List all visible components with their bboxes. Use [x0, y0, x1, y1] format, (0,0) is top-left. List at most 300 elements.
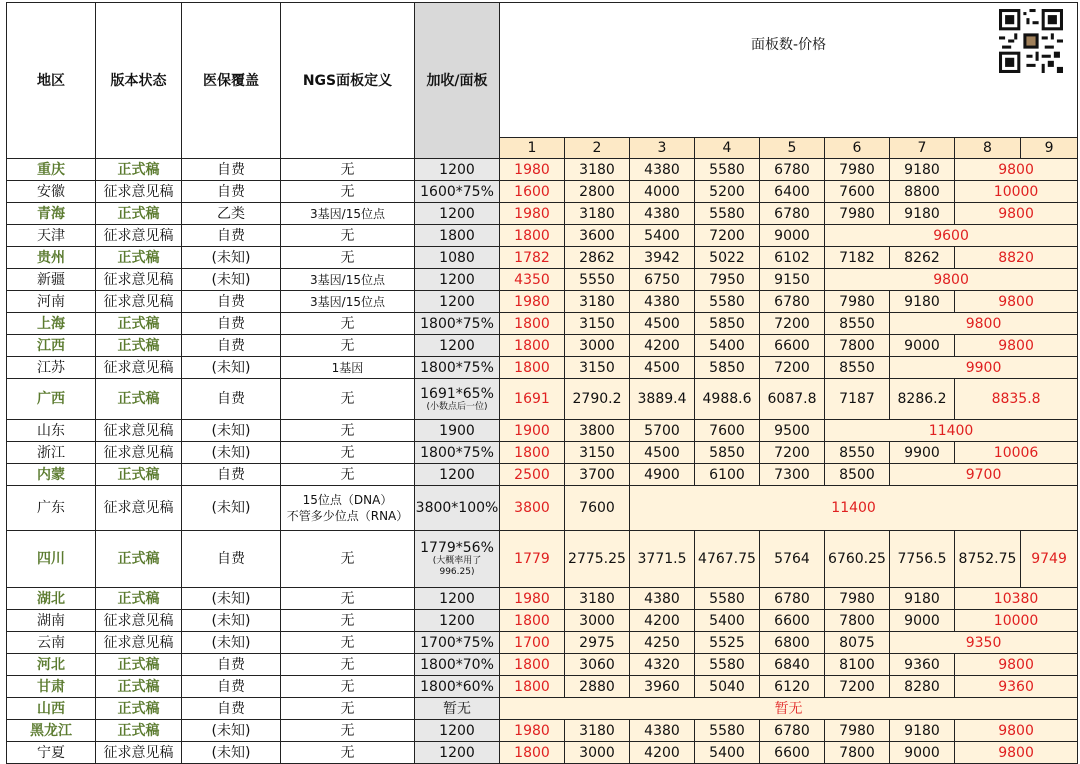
- price-cell: 2880: [565, 676, 630, 698]
- price-cell: 8800: [890, 181, 955, 203]
- price-cell: 5850: [695, 313, 760, 335]
- region-cell: 云南: [7, 632, 96, 654]
- ngs-cell: 无: [281, 654, 415, 676]
- addon-cell: [415, 698, 500, 720]
- price-tail-cell: 9350: [890, 632, 1078, 654]
- ngs-line: 15位点（DNA）: [302, 493, 393, 507]
- price-tail-cell: 11400: [630, 486, 1078, 531]
- region-cell: 青海: [7, 203, 96, 225]
- price-cell: 8286.2: [890, 379, 955, 420]
- header-addon: 加收/面板: [415, 3, 500, 159]
- addon-value: 1600*75%: [420, 183, 494, 200]
- header-status: 版本状态: [96, 3, 182, 159]
- addon-cell: [415, 632, 500, 654]
- price-cell: 1800: [500, 676, 565, 698]
- ngs-cell: 无: [281, 742, 415, 764]
- price-cell: 5580: [695, 588, 760, 610]
- table-row: [7, 420, 1078, 442]
- insurance-cell: 自费: [182, 313, 281, 335]
- table-row: [7, 335, 1078, 357]
- header-insurance: 医保覆盖: [182, 3, 281, 159]
- region-cell: 重庆: [7, 159, 96, 181]
- price-cell: 2862: [565, 247, 630, 269]
- price-cell: 7800: [825, 610, 890, 632]
- panel-price-table: [6, 2, 1078, 764]
- price-cell: 6780: [760, 159, 825, 181]
- addon-value: 1700*75%: [420, 634, 494, 651]
- price-cell: 2500: [500, 464, 565, 486]
- price-cell: 7300: [760, 464, 825, 486]
- price-cell: 1600: [500, 181, 565, 203]
- addon-cell: [415, 313, 500, 335]
- price-cell: 4380: [630, 291, 695, 313]
- price-cell: 5580: [695, 159, 760, 181]
- price-cell: 3800: [565, 420, 630, 442]
- price-cell: 8550: [825, 313, 890, 335]
- price-cell: 9180: [890, 588, 955, 610]
- price-cell: 7800: [825, 742, 890, 764]
- price-cell: 5022: [695, 247, 760, 269]
- insurance-cell: 自费: [182, 379, 281, 420]
- insurance-cell: (未知): [182, 486, 281, 531]
- addon-value: 1800*75%: [420, 359, 494, 376]
- panel-number-header: 5: [760, 138, 825, 159]
- insurance-cell: 自费: [182, 698, 281, 720]
- ngs-cell: 无: [281, 420, 415, 442]
- price-tail-cell: 11400: [825, 420, 1078, 442]
- insurance-cell: (未知): [182, 442, 281, 464]
- panel-number-header: 7: [890, 138, 955, 159]
- panel-number-header: 9: [1021, 138, 1078, 159]
- addon-value: 1800*75%: [420, 444, 494, 461]
- addon-cell: [415, 291, 500, 313]
- insurance-cell: (未知): [182, 420, 281, 442]
- addon-value: 1200: [439, 466, 475, 483]
- header-ngs: NGS面板定义: [281, 3, 415, 159]
- status-cell: 正式稿: [96, 247, 182, 269]
- price-cell: 2775.25: [565, 531, 630, 588]
- qr-code-icon: [999, 9, 1063, 73]
- addon-value: 1779*56%: [420, 540, 494, 556]
- price-cell: 7182: [825, 247, 890, 269]
- price-cell: 5400: [695, 742, 760, 764]
- ngs-cell: [281, 486, 415, 531]
- price-cell: 7187: [825, 379, 890, 420]
- price-cell: 4380: [630, 203, 695, 225]
- table-row: [7, 698, 1078, 720]
- insurance-cell: 自费: [182, 291, 281, 313]
- price-cell: 1700: [500, 632, 565, 654]
- table-row: [7, 379, 1078, 420]
- table-row: [7, 464, 1078, 486]
- insurance-cell: 自费: [182, 531, 281, 588]
- ngs-cell: 无: [281, 181, 415, 203]
- price-cell: 3000: [565, 742, 630, 764]
- status-cell: 征求意见稿: [96, 269, 182, 291]
- price-cell: 4000: [630, 181, 695, 203]
- price-cell: 8100: [825, 654, 890, 676]
- addon-cell: [415, 203, 500, 225]
- addon-value: 1800*60%: [420, 678, 494, 695]
- price-cell: 2800: [565, 181, 630, 203]
- status-cell: 正式稿: [96, 720, 182, 742]
- price-cell: 9000: [760, 225, 825, 247]
- table-row: [7, 181, 1078, 203]
- price-cell: 6600: [760, 335, 825, 357]
- price-cell: 8752.75: [955, 531, 1021, 588]
- price-cell: 9000: [890, 335, 955, 357]
- insurance-cell: (未知): [182, 742, 281, 764]
- ngs-cell: 无: [281, 335, 415, 357]
- addon-value: 1800: [439, 227, 475, 244]
- price-cell: 5200: [695, 181, 760, 203]
- region-cell: 浙江: [7, 442, 96, 464]
- region-cell: 天津: [7, 225, 96, 247]
- price-cell: 1691: [500, 379, 565, 420]
- price-cell: 7980: [825, 159, 890, 181]
- price-cell: 1779: [500, 531, 565, 588]
- price-cell: 8262: [890, 247, 955, 269]
- insurance-cell: 自费: [182, 335, 281, 357]
- price-cell: 1782: [500, 247, 565, 269]
- table-row: [7, 291, 1078, 313]
- header-region: 地区: [7, 3, 96, 159]
- price-cell: 9180: [890, 203, 955, 225]
- price-cell: 1980: [500, 203, 565, 225]
- price-cell: 7600: [695, 420, 760, 442]
- insurance-cell: 自费: [182, 464, 281, 486]
- price-cell: 3800: [500, 486, 565, 531]
- price-cell: 7800: [825, 335, 890, 357]
- price-cell: 3180: [565, 203, 630, 225]
- price-cell: 9900: [890, 442, 955, 464]
- ngs-cell: 1基因: [281, 357, 415, 379]
- addon-value: 1200: [439, 744, 475, 761]
- insurance-cell: (未知): [182, 720, 281, 742]
- price-cell: 3600: [565, 225, 630, 247]
- price-cell: 7756.5: [890, 531, 955, 588]
- ngs-cell: 无: [281, 610, 415, 632]
- price-cell: 1980: [500, 159, 565, 181]
- price-tail-cell: 9800: [955, 335, 1078, 357]
- price-cell: 3889.4: [630, 379, 695, 420]
- table-row: [7, 313, 1078, 335]
- ngs-cell: 无: [281, 247, 415, 269]
- price-cell: 4250: [630, 632, 695, 654]
- addon-value: 1200: [439, 590, 475, 607]
- header-panel-price-label: 面板数-价格: [751, 37, 827, 53]
- addon-cell: [415, 181, 500, 203]
- price-cell: 7980: [825, 203, 890, 225]
- price-cell: 5040: [695, 676, 760, 698]
- price-cell: 4500: [630, 313, 695, 335]
- addon-cell: [415, 335, 500, 357]
- price-cell: 3180: [565, 588, 630, 610]
- price-tail-cell: 暂无: [500, 698, 1078, 720]
- table-row: [7, 720, 1078, 742]
- price-cell: 3180: [565, 291, 630, 313]
- price-cell: 5580: [695, 654, 760, 676]
- price-cell: 9360: [890, 654, 955, 676]
- price-tail-cell: 9800: [955, 291, 1078, 313]
- price-cell: 4767.75: [695, 531, 760, 588]
- addon-cell: [415, 464, 500, 486]
- price-cell: 4320: [630, 654, 695, 676]
- price-cell: 3700: [565, 464, 630, 486]
- panel-number-header: 6: [825, 138, 890, 159]
- table-row: [7, 531, 1078, 588]
- table-row: [7, 654, 1078, 676]
- table-row: [7, 203, 1078, 225]
- price-cell: 4500: [630, 357, 695, 379]
- region-cell: 江西: [7, 335, 96, 357]
- price-cell: 6840: [760, 654, 825, 676]
- price-cell: 9150: [760, 269, 825, 291]
- status-cell: 征求意见稿: [96, 291, 182, 313]
- ngs-cell: 无: [281, 632, 415, 654]
- status-cell: 正式稿: [96, 335, 182, 357]
- table-row: [7, 159, 1078, 181]
- addon-value: 暂无: [443, 700, 471, 717]
- price-cell: 5850: [695, 442, 760, 464]
- region-cell: 安徽: [7, 181, 96, 203]
- addon-cell: [415, 676, 500, 698]
- status-cell: 正式稿: [96, 464, 182, 486]
- price-cell: 9000: [890, 610, 955, 632]
- ngs-cell: 无: [281, 159, 415, 181]
- price-cell: 1980: [500, 588, 565, 610]
- price-cell: 5550: [565, 269, 630, 291]
- addon-value: 1080: [439, 249, 475, 266]
- addon-cell: [415, 379, 500, 420]
- addon-value: 1200: [439, 205, 475, 222]
- price-cell: 3180: [565, 159, 630, 181]
- price-tail-cell: 10380: [955, 588, 1078, 610]
- price-cell: 5764: [760, 531, 825, 588]
- price-cell: 8550: [825, 442, 890, 464]
- price-cell: 4380: [630, 588, 695, 610]
- price-tail-cell: 9360: [955, 676, 1078, 698]
- price-cell: 6120: [760, 676, 825, 698]
- price-cell: 1800: [500, 610, 565, 632]
- addon-cell: [415, 420, 500, 442]
- price-cell: 9500: [760, 420, 825, 442]
- addon-cell: [415, 247, 500, 269]
- price-cell: 9180: [890, 291, 955, 313]
- region-cell: 河北: [7, 654, 96, 676]
- panel-number-header: 2: [565, 138, 630, 159]
- price-cell: 1800: [500, 313, 565, 335]
- ngs-cell: 3基因/15位点: [281, 269, 415, 291]
- price-tail-cell: 9800: [890, 313, 1078, 335]
- region-cell: 山东: [7, 420, 96, 442]
- ngs-cell: 无: [281, 588, 415, 610]
- price-cell: 3942: [630, 247, 695, 269]
- table-row: [7, 588, 1078, 610]
- price-cell: 6780: [760, 588, 825, 610]
- price-cell: 6750: [630, 269, 695, 291]
- price-cell: 7600: [565, 486, 630, 531]
- price-cell: 4200: [630, 610, 695, 632]
- price-tail-cell: 10000: [955, 181, 1078, 203]
- region-cell: 广西: [7, 379, 96, 420]
- region-cell: 湖北: [7, 588, 96, 610]
- addon-cell: [415, 588, 500, 610]
- price-cell: 9180: [890, 720, 955, 742]
- addon-note: (小数点后一位): [426, 401, 488, 412]
- price-cell: 4200: [630, 335, 695, 357]
- ngs-line: 不管多少位点（RNA）: [286, 509, 409, 523]
- table-row: [7, 676, 1078, 698]
- status-cell: 正式稿: [96, 588, 182, 610]
- price-cell: 6800: [760, 632, 825, 654]
- price-cell: 1980: [500, 720, 565, 742]
- price-tail-cell: 10006: [955, 442, 1078, 464]
- price-cell: 5580: [695, 720, 760, 742]
- price-cell: 7600: [825, 181, 890, 203]
- table-row: [7, 357, 1078, 379]
- addon-cell: [415, 225, 500, 247]
- table-row: [7, 486, 1078, 531]
- price-cell: 5400: [695, 610, 760, 632]
- addon-cell: [415, 159, 500, 181]
- status-cell: 征求意见稿: [96, 610, 182, 632]
- table-row: [7, 442, 1078, 464]
- region-cell: 黑龙江: [7, 720, 96, 742]
- price-cell: 6100: [695, 464, 760, 486]
- price-cell: 4988.6: [695, 379, 760, 420]
- price-cell: 8550: [825, 357, 890, 379]
- price-cell: 6600: [760, 610, 825, 632]
- ngs-cell: 无: [281, 676, 415, 698]
- insurance-cell: 自费: [182, 676, 281, 698]
- ngs-cell: 无: [281, 313, 415, 335]
- addon-value: 1800*70%: [420, 656, 494, 673]
- price-cell: 7200: [760, 313, 825, 335]
- price-cell: 3150: [565, 442, 630, 464]
- insurance-cell: 自费: [182, 654, 281, 676]
- insurance-cell: 自费: [182, 181, 281, 203]
- region-cell: 广东: [7, 486, 96, 531]
- addon-note: (大概率用了: [432, 556, 482, 566]
- price-cell: 3771.5: [630, 531, 695, 588]
- insurance-cell: (未知): [182, 632, 281, 654]
- price-cell: 7200: [825, 676, 890, 698]
- price-cell: 1800: [500, 335, 565, 357]
- price-cell: 7950: [695, 269, 760, 291]
- addon-value: 1900: [439, 422, 475, 439]
- panel-number-header: 3: [630, 138, 695, 159]
- ngs-cell: 无: [281, 379, 415, 420]
- addon-cell: [415, 531, 500, 588]
- price-cell: 1900: [500, 420, 565, 442]
- price-cell: 6780: [760, 720, 825, 742]
- price-tail-cell: 9800: [955, 654, 1078, 676]
- panel-number-header: 4: [695, 138, 760, 159]
- price-cell: 2975: [565, 632, 630, 654]
- price-tail-cell: 9749: [1021, 531, 1078, 588]
- addon-value: 1800*75%: [420, 315, 494, 332]
- price-cell: 7980: [825, 291, 890, 313]
- region-cell: 四川: [7, 531, 96, 588]
- addon-value: 1200: [439, 722, 475, 739]
- price-tail-cell: 8820: [955, 247, 1078, 269]
- ngs-cell: 无: [281, 442, 415, 464]
- price-cell: 5525: [695, 632, 760, 654]
- addon-cell: [415, 610, 500, 632]
- status-cell: 征求意见稿: [96, 225, 182, 247]
- price-cell: 9000: [890, 742, 955, 764]
- price-cell: 7980: [825, 720, 890, 742]
- price-cell: 5850: [695, 357, 760, 379]
- status-cell: 正式稿: [96, 698, 182, 720]
- price-cell: 1800: [500, 225, 565, 247]
- region-cell: 新疆: [7, 269, 96, 291]
- addon-cell: [415, 357, 500, 379]
- price-cell: 1800: [500, 742, 565, 764]
- price-cell: 7200: [760, 442, 825, 464]
- status-cell: 征求意见稿: [96, 632, 182, 654]
- price-cell: 7980: [825, 588, 890, 610]
- ngs-cell: 3基因/15位点: [281, 291, 415, 313]
- insurance-cell: (未知): [182, 247, 281, 269]
- price-cell: 4200: [630, 742, 695, 764]
- status-cell: 征求意见稿: [96, 181, 182, 203]
- price-cell: 1980: [500, 291, 565, 313]
- addon-value: 1200: [439, 337, 475, 354]
- price-cell: 8500: [825, 464, 890, 486]
- ngs-cell: 无: [281, 225, 415, 247]
- insurance-cell: 自费: [182, 225, 281, 247]
- price-cell: 2790.2: [565, 379, 630, 420]
- addon-value: 1691*65%: [420, 385, 494, 402]
- price-cell: 6780: [760, 291, 825, 313]
- insurance-cell: 乙类: [182, 203, 281, 225]
- price-cell: 4500: [630, 442, 695, 464]
- ngs-cell: 无: [281, 531, 415, 588]
- price-cell: 3060: [565, 654, 630, 676]
- price-tail-cell: 9800: [825, 269, 1078, 291]
- addon-cell: [415, 442, 500, 464]
- addon-note: 996.25): [439, 567, 475, 577]
- table-row: [7, 247, 1078, 269]
- price-tail-cell: 9800: [955, 203, 1078, 225]
- price-cell: 9180: [890, 159, 955, 181]
- insurance-cell: (未知): [182, 357, 281, 379]
- price-cell: 6087.8: [760, 379, 825, 420]
- price-cell: 1800: [500, 357, 565, 379]
- insurance-cell: (未知): [182, 588, 281, 610]
- region-cell: 河南: [7, 291, 96, 313]
- status-cell: 正式稿: [96, 313, 182, 335]
- addon-cell: [415, 742, 500, 764]
- addon-cell: [415, 486, 500, 531]
- ngs-cell: 无: [281, 464, 415, 486]
- price-cell: 5400: [695, 335, 760, 357]
- insurance-cell: 自费: [182, 159, 281, 181]
- addon-value: 3800*100%: [415, 500, 499, 516]
- addon-cell: [415, 269, 500, 291]
- price-tail-cell: 9600: [825, 225, 1078, 247]
- price-tail-cell: 9800: [955, 720, 1078, 742]
- price-cell: 6780: [760, 203, 825, 225]
- price-cell: 3150: [565, 313, 630, 335]
- price-cell: 8280: [890, 676, 955, 698]
- ngs-cell: 3基因/15位点: [281, 203, 415, 225]
- region-cell: 甘肃: [7, 676, 96, 698]
- table-row: [7, 742, 1078, 764]
- addon-value: 1200: [439, 271, 475, 288]
